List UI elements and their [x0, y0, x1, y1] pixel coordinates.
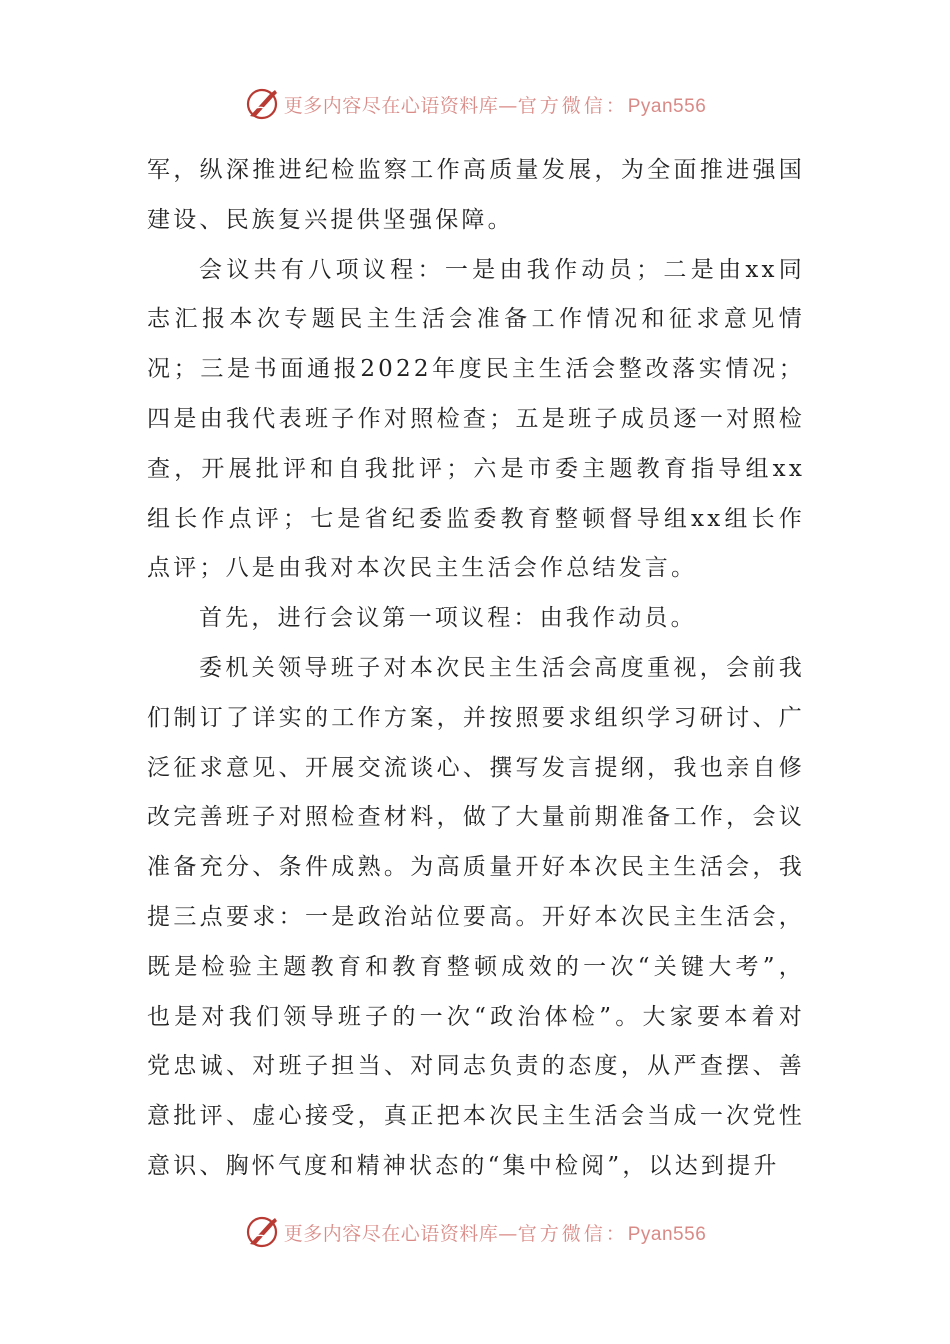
document-body [147, 146, 805, 1192]
paragraph-first-item: 首先，进行会议第一项议程：由我作动员。 [199, 605, 697, 632]
banner-wechat-id: Pyan556 [627, 95, 707, 117]
banner-library: 更多内容尽在心语资料库 [283, 1222, 499, 1245]
paragraph-mobilization: 委机关领导班子对本次民主生活会高度重视，会前我们制订了详实的工作方案，并按照要求组织学习研讨、广泛征求意见、开展交流谈心、撰写发言提纲，我也亲自修改完善班子对照检查材料，做了大量前期准备工作，会议准备充分、条件成熟。为高质量开好本次民主生活会，我提三点要求：一是政治站位要高。开好本次民主生活会，既是检验主题教育和教育整顿成效的一次“关键大考”，也是对我们领导班子的一次“政治体检”。大家要本着对党忠诚、对班子担当、对同志负责的态度，从严查摆、善意批评、虚心接受，真正把本次民主生活会当成一次党性意识、胸怀气度和精神状态的“集中检阅”，以达到提升 [147, 654, 805, 1179]
banner-wechat-label: 官方微信： [517, 1222, 628, 1245]
banner-dash: — [498, 94, 518, 117]
banner-text [284, 91, 707, 118]
header-banner [0, 84, 950, 124]
banner-text [284, 1219, 707, 1246]
pen-logo-icon [244, 86, 280, 122]
paragraph-agenda: 会议共有八项议程：一是由我作动员；二是由xx同志汇报本次专题民主生活会准备工作情况和征求意见情况；三是书面通报2022年度民主生活会整改落实情况；四是由我代表班子作对照检查；五是班子成员逐一对照检查，开展批评和自我批评；六是市委主题教育指导组xx组长作点评；七是省纪委监委教育整顿督导组xx组长作点评；八是由我对本次民主生活会作总结发言。 [147, 256, 805, 582]
banner-wechat-id: Pyan556 [627, 1223, 707, 1245]
banner-library: 更多内容尽在心语资料库 [283, 94, 499, 117]
banner-wechat-label: 官方微信： [517, 94, 628, 117]
pen-logo-icon [244, 1214, 280, 1250]
banner-dash: — [498, 1222, 518, 1245]
paragraph-continuation: 军，纵深推进纪检监察工作高质量发展，为全面推进强国建设、民族复兴提供坚强保障。 [147, 157, 805, 233]
footer-banner [0, 1212, 950, 1252]
